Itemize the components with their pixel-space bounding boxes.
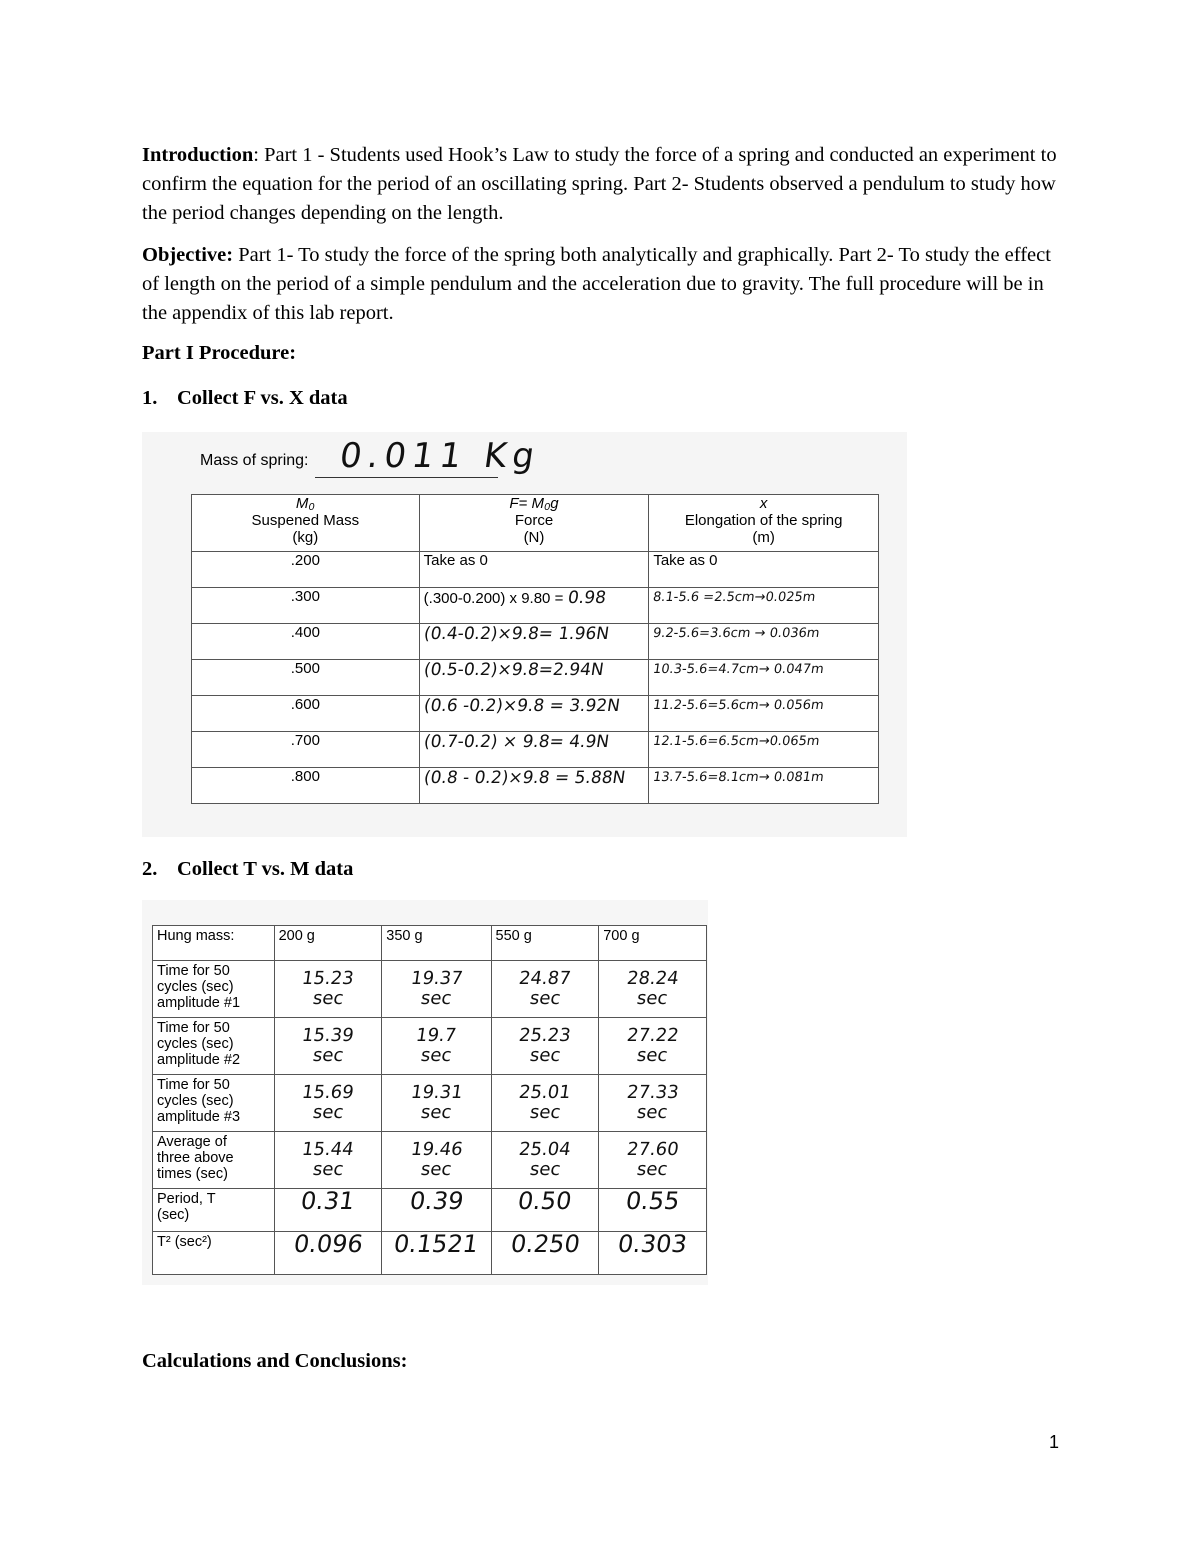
table-row [153,1018,707,1075]
elongation-cell [649,624,879,660]
table-row [192,660,879,696]
value-cell [382,1132,491,1189]
header-mass: M₀ Suspened Mass (kg) [192,495,420,552]
handwritten-value: 27.33 [625,1082,680,1103]
value-cell [599,1075,707,1132]
introduction-paragraph [142,141,1072,228]
step-number: 2. [142,858,158,880]
handwritten-value: 19.37 [409,968,464,989]
table-row [192,624,879,660]
handwritten-value: 25.01 [517,1082,573,1103]
value-cell [599,1132,707,1189]
row-label: Period, T (sec) [153,1189,275,1232]
mass-cell: .700 [192,732,420,768]
force-cell [419,732,649,768]
table-row [192,552,879,588]
value-cell [274,1075,382,1132]
handwritten-unit: sec [419,1045,454,1066]
step-text: Collect F vs. X data [177,387,348,409]
row-label: Time for 50 cycles (sec) amplitude #3 [153,1075,275,1132]
value-cell [599,1232,707,1275]
procedure-heading: Part I Procedure: [142,342,297,364]
handwritten-value: 24.87 [517,968,573,989]
force-cell [419,768,649,804]
elongation-cell [649,660,879,696]
row-label: Time for 50 cycles (sec) amplitude #2 [153,1018,275,1075]
table-row [153,961,707,1018]
introduction-label: Introduction [142,144,254,166]
handwritten-unit: sec [419,1159,454,1180]
value-cell [382,1189,491,1232]
step-1 [142,387,348,410]
force-cell [419,552,649,588]
value-cell [599,1018,707,1075]
handwritten-value: 0.250 [508,1230,582,1258]
mass-of-spring-value: 0.011 Kg [337,436,543,476]
force-handwritten: (0.4-0.2)×9.8= 1.96N [422,624,611,644]
handwritten-unit: sec [528,988,562,1009]
objective-label: Objective: [142,244,234,266]
row-label: T² (sec²) [153,1232,275,1275]
handwritten-value: 19.46 [409,1139,464,1160]
value-cell [382,1018,491,1075]
force-handwritten: (0.7-0.2) × 9.8= 4.9N [422,732,611,752]
handwritten-value: 0.1521 [392,1230,481,1258]
handwritten-value: 0.39 [407,1187,466,1215]
objective-text: Part 1- To study the force of the spring both analytically and graphically. Part 2- To study the effect of length on the period of a simple pendulum and the acceleration due to gravity. The full procedure will be in the appendix of this lab report. [142,244,1051,324]
elongation-handwritten: 12.1-5.6=6.5cm→0.065m [652,734,821,749]
value-cell [491,961,599,1018]
value-cell [274,1018,382,1075]
value-cell [491,1189,599,1232]
handwritten-value: 0.096 [291,1230,365,1258]
step-number: 1. [142,387,158,409]
handwritten-value: 19.7 [414,1025,458,1046]
row-label: Average of three above times (sec) [153,1132,275,1189]
force-cell [419,588,649,624]
elongation-handwritten: 10.3-5.6=4.7cm→ 0.047m [652,662,825,677]
page-number: 1 [1049,1432,1060,1452]
header-hung-mass: Hung mass: [153,926,275,961]
handwritten-value: 15.44 [300,1139,356,1160]
header-elongation: x Elongation of the spring (m) [649,495,879,552]
header-mass-350: 350 g [382,926,491,961]
value-cell [274,961,382,1018]
handwritten-value: 0.50 [516,1187,574,1215]
handwritten-value: 15.39 [300,1025,356,1046]
handwritten-unit: sec [636,1159,670,1180]
calculations-heading: Calculations and Conclusions: [142,1350,408,1372]
value-cell [382,1075,491,1132]
handwritten-value: 0.31 [299,1187,357,1215]
value-cell [491,1132,599,1189]
handwritten-value: 25.04 [517,1139,573,1160]
value-cell [599,961,707,1018]
period-mass-table [152,925,707,1275]
handwritten-value: 0.303 [616,1230,689,1258]
handwritten-unit: sec [528,1045,562,1066]
value-cell [599,1189,707,1232]
value-cell [274,1189,382,1232]
handwritten-unit: sec [419,1102,454,1123]
table-row [153,1075,707,1132]
handwritten-unit: sec [636,1102,670,1123]
force-elongation-table [191,494,879,804]
force-cell [419,696,649,732]
handwritten-value: 25.23 [517,1025,573,1046]
elongation-cell [649,588,879,624]
table-row [153,1232,707,1275]
handwritten-unit: sec [528,1102,562,1123]
handwritten-value: 15.69 [300,1082,356,1103]
elongation-printed: Take as 0 [653,552,718,569]
handwritten-unit: sec [636,1045,670,1066]
header-mass-200: 200 g [274,926,382,961]
force-cell [419,660,649,696]
force-cell [419,624,649,660]
step-text: Collect T vs. M data [177,858,354,880]
value-cell [274,1132,382,1189]
force-handwritten: (0.6 -0.2)×9.8 = 3.92N [422,696,621,716]
mass-cell: .300 [192,588,420,624]
handwritten-value: 27.22 [625,1025,680,1046]
force-handwritten: 0.98 [566,588,607,608]
elongation-cell [649,696,879,732]
value-cell [491,1018,599,1075]
elongation-cell [649,768,879,804]
handwritten-value: 15.23 [300,968,356,989]
handwritten-value: 0.55 [623,1187,682,1215]
header-force: F= M₀g Force (N) [419,495,649,552]
elongation-cell [649,732,879,768]
mass-of-spring-label: Mass of spring: [200,452,309,469]
header-mass-550: 550 g [491,926,599,961]
handwritten-unit: sec [311,1045,345,1066]
mass-cell: .200 [192,552,420,588]
table-header-row [192,495,879,552]
elongation-cell [649,552,879,588]
value-cell [491,1075,599,1132]
elongation-handwritten: 8.1-5.6 =2.5cm→0.025m [652,590,817,605]
table-row [192,696,879,732]
mass-cell: .500 [192,660,420,696]
force-printed: Take as 0 [423,552,488,569]
elongation-handwritten: 13.7-5.6=8.1cm→ 0.081m [652,770,825,785]
force-handwritten: (0.5-0.2)×9.8=2.94N [422,660,605,680]
handwritten-unit: sec [419,988,454,1009]
table-header-row [153,926,707,961]
objective-paragraph [142,241,1072,328]
row-label: Time for 50 cycles (sec) amplitude #1 [153,961,275,1018]
handwritten-unit: sec [636,988,670,1009]
handwritten-value: 19.31 [409,1082,464,1103]
mass-cell: .400 [192,624,420,660]
handwritten-unit: sec [311,1102,345,1123]
value-cell [274,1232,382,1275]
handwritten-value: 28.24 [625,968,680,989]
handwritten-unit: sec [311,1159,345,1180]
value-cell [491,1232,599,1275]
introduction-text: : Part 1 - Students used Hook’s Law to study the force of a spring and conducted an experiment to confirm the equation for the period of an oscillating spring. Part 2- Students observed a pendulum to study how the period changes depending on the length. [142,144,1057,224]
table-row [192,588,879,624]
mass-cell: .800 [192,768,420,804]
elongation-handwritten: 9.2-5.6=3.6cm → 0.036m [652,626,821,641]
handwritten-unit: sec [528,1159,562,1180]
mass-cell: .600 [192,696,420,732]
step-2 [142,858,353,881]
table-row [192,768,879,804]
handwritten-value: 27.60 [625,1139,680,1160]
mass-underline [315,477,498,478]
handwritten-unit: sec [311,988,345,1009]
force-printed: (.300-0.200) x 9.80 = [423,590,564,607]
value-cell [382,961,491,1018]
table-row [153,1189,707,1232]
header-mass-700: 700 g [599,926,707,961]
value-cell [382,1232,491,1275]
table-row [192,732,879,768]
elongation-handwritten: 11.2-5.6=5.6cm→ 0.056m [652,698,825,713]
table-row [153,1132,707,1189]
force-handwritten: (0.8 - 0.2)×9.8 = 5.88N [422,768,627,788]
